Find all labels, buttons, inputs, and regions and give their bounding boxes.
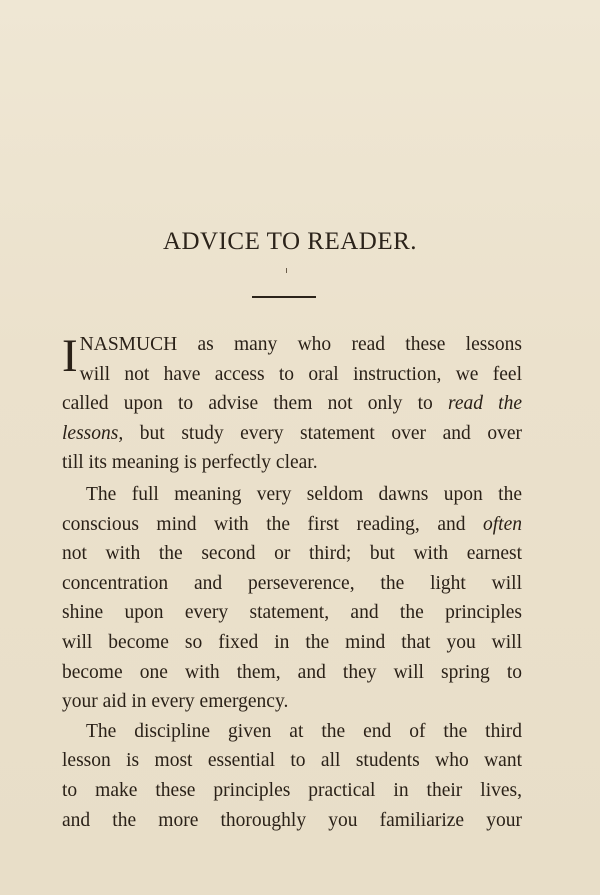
text-line: will not have access to oral instruction, we feel (79, 363, 522, 385)
title-rule (252, 296, 316, 298)
text-line: shine upon every statement, and the principles (62, 602, 522, 624)
text-line: The discipline given at the end of the third (86, 720, 522, 742)
paragraph-3 (62, 717, 522, 835)
text-segment: called upon to advise them not only to (62, 393, 448, 415)
text-line: lesson is most essential to all students who want (62, 750, 522, 772)
body-text (62, 330, 522, 835)
text-segment: but study every statement over and over (123, 422, 522, 444)
text-line: your aid in every emergency. (62, 691, 289, 713)
text-line: not with the second or third; but with earnest (62, 543, 522, 565)
text-segment: conscious mind with the first reading, and (62, 513, 483, 535)
page-title: ADVICE TO READER. (162, 228, 418, 255)
text-line: become one with them, and they will spring to (62, 661, 522, 683)
emphasis-text: lessons, (62, 422, 124, 444)
paragraph-2 (62, 480, 522, 717)
emphasis-text: often (483, 513, 522, 535)
text-line (62, 510, 522, 540)
text-line (62, 419, 522, 449)
emphasis-text: read the (447, 393, 523, 415)
text-line: will become so fixed in the mind that you will (62, 631, 522, 653)
text-line: till its meaning is perfectly clear. (62, 452, 318, 474)
text-line: to make these principles practical in their lives, (62, 779, 522, 801)
paragraph-1 (62, 330, 522, 478)
text-line: concentration and perseverence, the light will (62, 572, 522, 594)
text-line: and the more thoroughly you familiarize your (62, 809, 522, 831)
drop-cap: I (62, 330, 78, 382)
text-line (62, 389, 522, 419)
page-mark (286, 268, 287, 273)
text-line: The full meaning very seldom dawns upon the (86, 483, 522, 505)
text-line: NASMUCH as many who read these lessons (79, 334, 522, 355)
